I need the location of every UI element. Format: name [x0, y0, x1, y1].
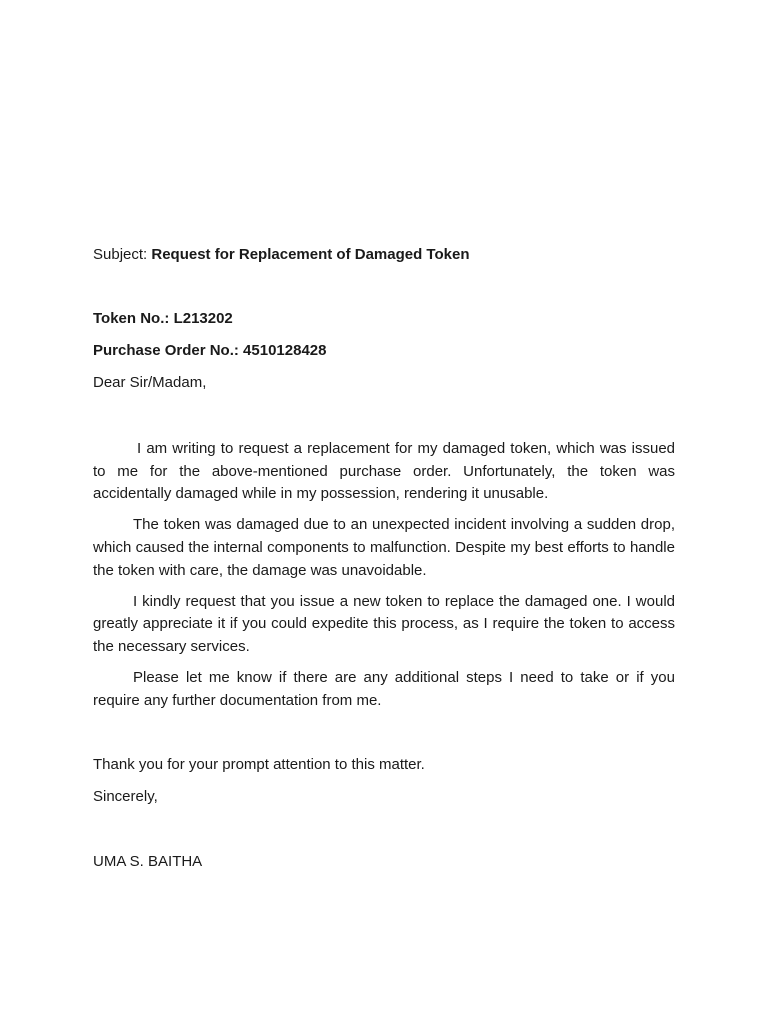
thanks-line: Thank you for your prompt attention to this matter. [93, 755, 425, 773]
subject-text: Request for Replacement of Damaged Token [151, 246, 470, 263]
paragraph-1: I am writing to request a replacement for my damaged token, which was issued to me for the above-mentioned purchase order. Unfortunately, the token was accidentally damaged while in my possession, rendering it unusable. [93, 439, 675, 503]
paragraph-3: I kindly request that you issue a new token to replace the damaged one. I would greatly appreciate it if you could expedite this process, as I require the token to access the necessary services. [93, 592, 675, 656]
paragraph-2: The token was damaged due to an unexpected incident involving a sudden drop, which caused the internal components to malfunction. Despite my best efforts to handle the token with care, the damage was unavoidable. [93, 516, 675, 579]
subject-label: Subject: [93, 246, 152, 263]
closing-line: Sincerely, [93, 788, 158, 806]
token-label: Token No.: [93, 310, 174, 327]
letter-body [93, 244, 675, 874]
token-number-line [93, 308, 675, 340]
salutation: Dear Sir/Madam, [93, 374, 207, 391]
spacer [93, 395, 675, 438]
po-value: 4510128428 [243, 342, 327, 359]
paragraph-4: Please let me know if there are any additional steps I need to take or if you require any further documentation from me. [93, 668, 675, 709]
po-label: Purchase Order No.: [93, 342, 244, 359]
spacer [93, 721, 675, 754]
signature-name: UMA S. BAITHA [93, 853, 203, 871]
spacer [93, 266, 675, 308]
token-value: L213202 [173, 310, 233, 327]
subject-line [93, 244, 675, 266]
purchase-order-line [93, 340, 675, 372]
spacer [93, 809, 675, 851]
